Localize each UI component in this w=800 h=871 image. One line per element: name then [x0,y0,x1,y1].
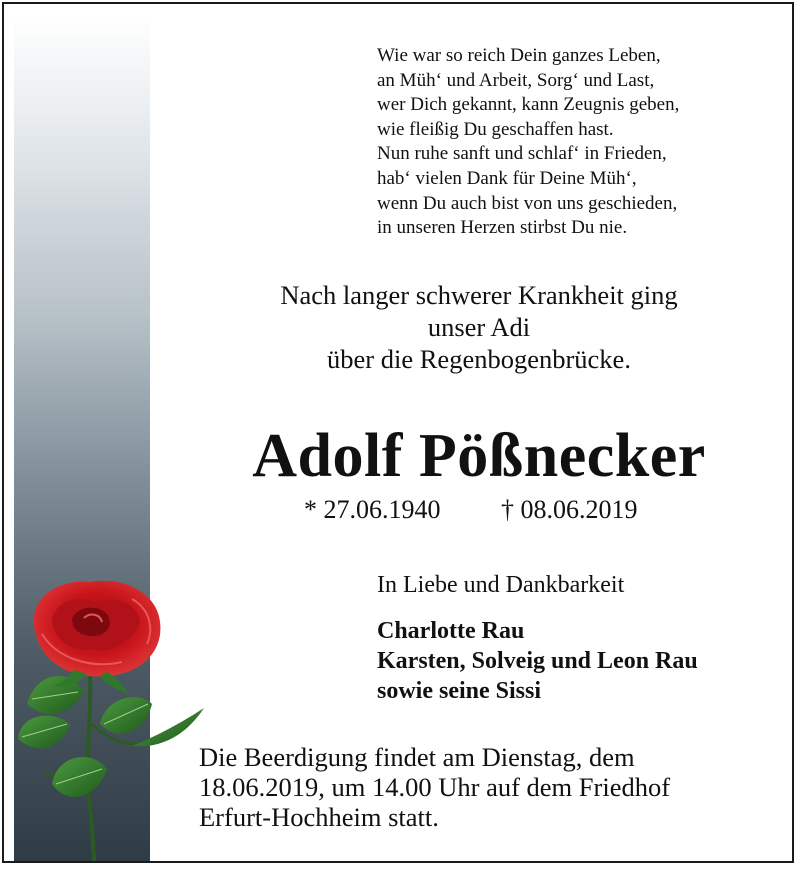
intro-line: Nach langer schwerer Krankheit ging [280,280,678,310]
red-rose-icon [12,574,207,863]
funeral-notice [199,742,670,832]
poem-line: Wie war so reich Dein ganzes Leben, [377,45,661,66]
poem-line: Nun ruhe sanft und schlaf‘ in Frieden, [377,143,667,165]
funeral-line: Die Beerdigung findet am Dienstag, dem [199,742,635,772]
poem-line: in unseren Herzen stirbst Du nie. [377,217,628,239]
intro-text [184,279,774,375]
obituary-card [2,2,794,863]
intro-line: unser Adi [427,312,531,342]
birth-date: * 27.06.1940 [304,495,441,524]
family-member: Karsten, Solveig und Leon Rau [377,648,698,674]
funeral-line: Erfurt-Hochheim statt. [199,802,439,832]
intro-line: über die Regenbogenbrücke. [327,344,631,374]
poem-line: hab‘ vielen Dank für Deine Müh‘, [377,167,637,189]
poem-line: wie fleißig Du geschaffen hast. [377,118,614,140]
family-member: Charlotte Rau [377,618,525,644]
poem-line: an Müh‘ und Arbeit, Sorg‘ und Last, [377,69,655,91]
poem [377,44,679,241]
deceased-name: Adolf Pößnecker [252,422,706,490]
thanks-line: In Liebe und Dankbarkeit [377,572,625,598]
poem-line: wenn Du auch bist von uns geschieden, [377,192,678,214]
funeral-line: 18.06.2019, um 14.00 Uhr auf dem Friedhof [199,772,671,802]
family-list [377,616,698,706]
death-date: † 08.06.2019 [501,495,638,524]
family-member: sowie seine Sissi [377,678,542,704]
poem-line: wer Dich gekannt, kann Zeugnis geben, [377,94,680,116]
